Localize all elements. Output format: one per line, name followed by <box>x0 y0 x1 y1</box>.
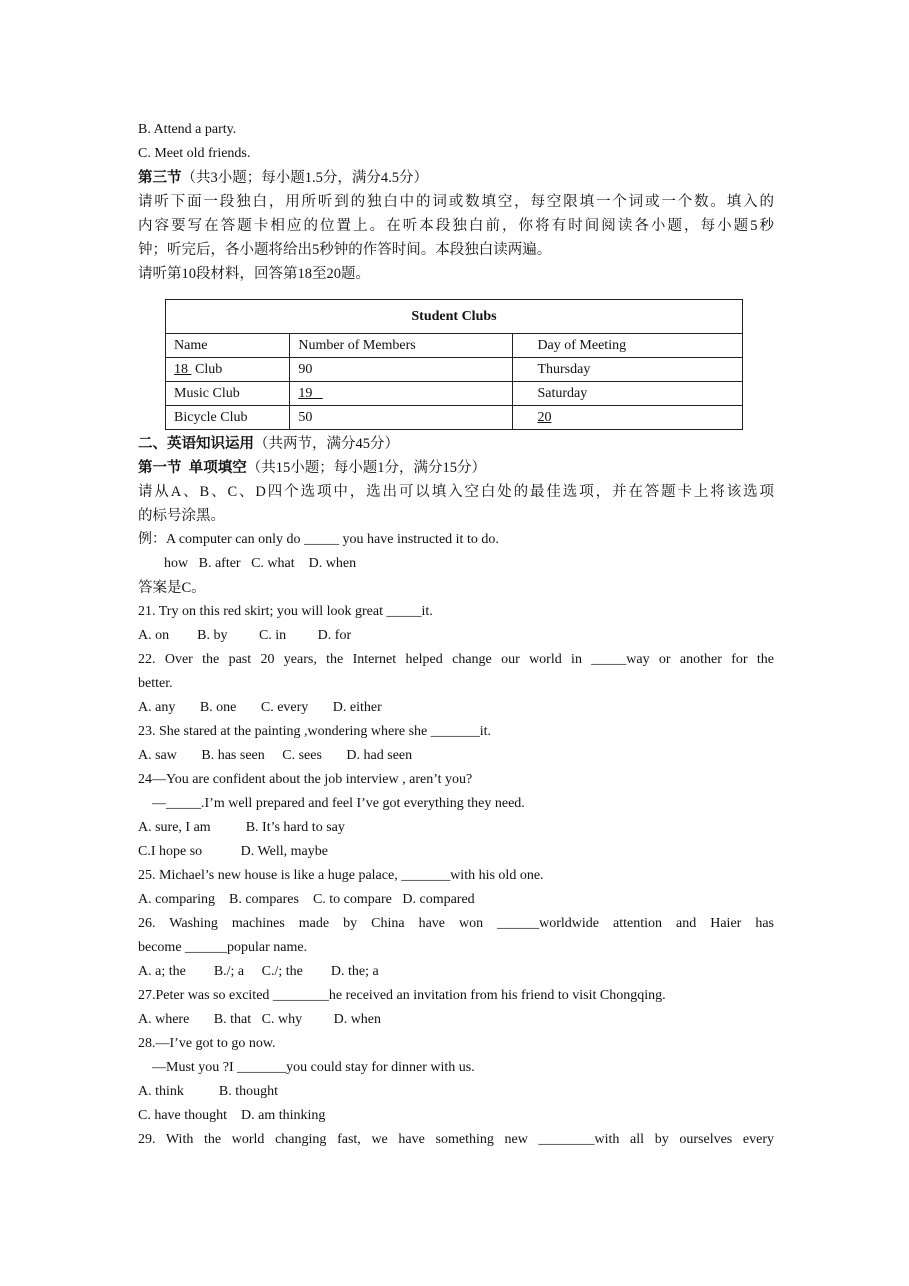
exam-page <box>138 118 774 1152</box>
sec1-title: 第一节 单项填空 <box>138 460 247 476</box>
instruction-line: 内容要写在答题卡相应的位置上。在听本段独白前，你将有时间阅读各小题，每小题5秒 <box>138 218 774 234</box>
question-line: 26. Washing machines made by China have won ______worldwide attention and Haier has <box>138 916 774 931</box>
instruction-line: 请听第10段材料，回答第18至20题。 <box>138 266 370 282</box>
part2-title: 二、英语知识运用 <box>138 436 254 452</box>
option-line: C. Meet old friends. <box>138 146 251 161</box>
student-clubs-table <box>165 299 743 430</box>
section3-heading <box>138 166 774 190</box>
option-line: B. Attend a party. <box>138 122 237 137</box>
options-line: A. a; the B./; a C./; the D. the; a <box>138 964 379 979</box>
question-line: 25. Michael’s new house is like a huge palace, _______with his old one. <box>138 868 544 883</box>
cell-name: Music Club <box>166 382 290 406</box>
options-line: A. sure, I am B. It’s hard to say <box>138 820 345 835</box>
question-line: become ______popular name. <box>138 940 308 955</box>
blank-19: 19 <box>298 385 323 401</box>
question-line: 29. With the world changing fast, we have something new ________with all by ourselves every <box>138 1132 774 1147</box>
instruction-line: 钟；听完后，各小题将给出5秒钟的作答时间。本段独白读两遍。 <box>138 242 552 258</box>
question-line: 24—You are confident about the job interview , aren’t you? <box>138 772 473 787</box>
table-row <box>166 358 743 382</box>
question-line: 28.—I’ve got to go now. <box>138 1036 276 1051</box>
header-day: Day of Meeting <box>513 334 743 358</box>
options-line: A. saw B. has seen C. sees D. had seen <box>138 748 413 763</box>
question-line: 21. Try on this red skirt; you will look great _____it. <box>138 604 433 619</box>
cell-name: Bicycle Club <box>166 406 290 430</box>
options-line: A. where B. that C. why D. when <box>138 1012 382 1027</box>
part2-meta: （共两节，满分45分） <box>254 436 399 452</box>
options-line: A. think B. thought <box>138 1084 279 1099</box>
blank-18: 18 <box>174 361 192 377</box>
options-line: A. any B. one C. every D. either <box>138 700 382 715</box>
example-answer: 答案是C。 <box>138 580 206 596</box>
table-row <box>166 406 743 430</box>
blank-20: 20 <box>537 409 552 425</box>
instruction-line: 的标号涂黑。 <box>138 508 225 524</box>
options-line: A. comparing B. compares C. to compare D. compared <box>138 892 475 907</box>
options-line: A. on B. by C. in D. for <box>138 628 352 643</box>
cell-name: 18 Club <box>166 358 290 382</box>
example-options: how B. after C. what D. when <box>164 556 357 571</box>
options-line: C.I hope so D. Well, maybe <box>138 844 328 859</box>
part2-heading <box>138 432 774 456</box>
question-line: better. <box>138 676 173 691</box>
instruction-line: 请从A、B、C、D四个选项中，选出可以填入空白处的最佳选项，并在答题卡上将该选项 <box>138 484 774 500</box>
cell-day: Thursday <box>513 358 743 382</box>
instruction-line: 请听下面一段独白，用所听到的独白中的词或数填空，每空限填一个词或一个数。填入的 <box>138 194 774 210</box>
cell-day: Saturday <box>513 382 743 406</box>
cell-day <box>513 406 743 430</box>
question-line: 27.Peter was so excited ________he received an invitation from his friend to visit Chongqing. <box>138 988 666 1003</box>
options-line: C. have thought D. am thinking <box>138 1108 326 1123</box>
table-title: Student Clubs <box>166 300 743 334</box>
question-line: —Must you ?I _______you could stay for dinner with us. <box>152 1060 475 1075</box>
table-header-row <box>166 334 743 358</box>
sec1-heading <box>138 456 774 480</box>
header-name: Name <box>166 334 290 358</box>
table-row <box>166 382 743 406</box>
question-line: —_____.I’m well prepared and feel I’ve got everything they need. <box>152 796 525 811</box>
section3-title: 第三节 <box>138 170 182 186</box>
question-line: 23. She stared at the painting ,wondering where she _______it. <box>138 724 492 739</box>
question-line: 22. Over the past 20 years, the Internet helped change our world in _____way or another for the <box>138 652 774 667</box>
section3-meta: （共3小题；每小题1.5分，满分4.5分） <box>181 170 428 186</box>
cell-members <box>290 382 513 406</box>
example-line: 例：A computer can only do _____ you have instructed it to do. <box>138 532 499 547</box>
header-members: Number of Members <box>290 334 513 358</box>
cell-members: 50 <box>290 406 513 430</box>
sec1-meta: （共15小题；每小题1分，满分15分） <box>246 460 486 476</box>
cell-members: 90 <box>290 358 513 382</box>
